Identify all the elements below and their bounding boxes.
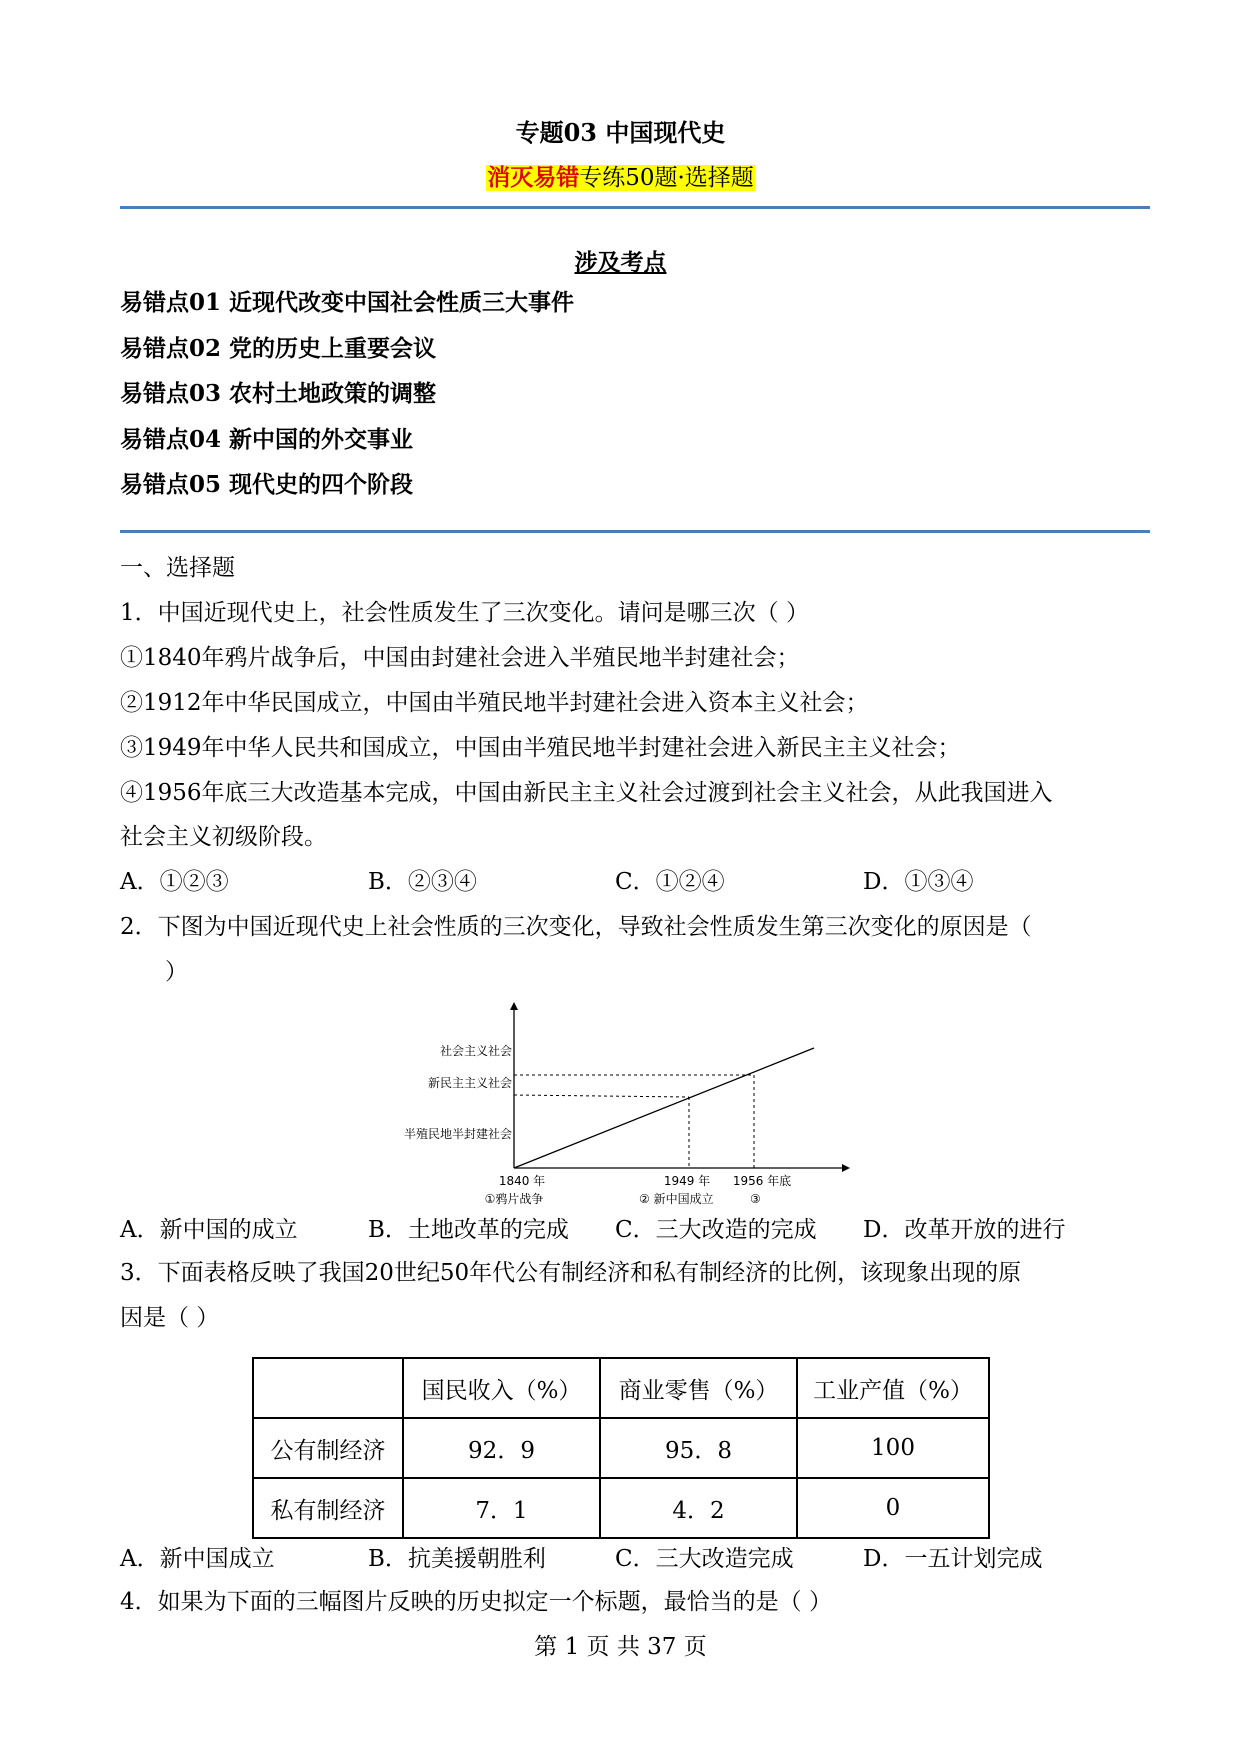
table-header-cell [253,1358,403,1418]
x-tick-label: 1949 年 [663,1174,711,1188]
q2-stem: 2．下图为中国近现代史上社会性质的三次变化，导致社会性质发生第三次变化的原因是（ [120,914,1032,940]
q4-stem: 4．如果为下面的三幅图片反映的历史拟定一个标题，最恰当的是（ ） [120,1589,832,1615]
y-category-label: 半殖民地半封建社会 [403,1127,512,1141]
subtitle-rest: 专练50题·选择题 [579,165,754,191]
table-cell: 私有制经济 [253,1478,403,1538]
table-cell: 95．8 [600,1418,797,1478]
q3-option-a: A．新中国成立 [120,1546,275,1572]
economy-table [252,1357,990,1539]
trend-line [514,1048,814,1168]
q2-stem-cont: ） [165,959,188,985]
q2-option-b: B．土地改革的完成 [368,1217,569,1243]
divider-bottom [120,530,1150,533]
q1-statement-4-cont: 社会主义初级阶段。 [120,824,327,850]
y-axis-arrow [510,1002,518,1010]
divider-top [120,206,1150,209]
q3-option-d: D．一五计划完成 [863,1546,1043,1572]
x-tick-label: 1956 年底 [732,1174,792,1188]
table-cell: 0 [797,1478,989,1538]
q1-statement-1: ①1840年鸦片战争后，中国由封建社会进入半殖民地半封建社会； [120,645,800,671]
doc-subtitle [0,163,1241,193]
y-category-label: 新民主主义社会 [427,1076,512,1090]
q1-option-a: A．①②③ [120,869,229,895]
x-axis-arrow [842,1164,850,1172]
kaodian-item: 易错点02 党的历史上重要会议 [120,335,437,362]
q1-option-d: D．①③④ [863,869,974,895]
table-cell: 4．2 [600,1478,797,1538]
q3-option-c: C．三大改造完成 [615,1546,794,1572]
q1-option-b: B．②③④ [368,869,477,895]
y-category-label: 社会主义社会 [439,1044,512,1058]
kaodian-item: 易错点05 现代史的四个阶段 [120,471,414,498]
x-note-label: ② 新中国成立 [639,1192,714,1205]
table-cell: 100 [797,1418,989,1478]
doc-title: 专题03 中国现代史 [515,118,726,147]
kaodian-item: 易错点04 新中国的外交事业 [120,426,414,453]
kaodian-item: 易错点01 近现代改变中国社会性质三大事件 [120,289,575,316]
table-header-cell: 商业零售（%） [600,1358,797,1418]
table-cell: 92．9 [403,1418,600,1478]
q1-statement-4: ④1956年底三大改造基本完成，中国由新民主主义社会过渡到社会主义社会，从此我国进入 [120,780,1053,806]
subtitle-highlight: 消灭易错 [487,164,580,191]
q3-option-b: B．抗美援朝胜利 [368,1546,546,1572]
q3-stem-cont: 因是（ ） [120,1305,220,1331]
society-change-chart [380,1000,860,1205]
q2-option-c: C．三大改造的完成 [615,1217,817,1243]
q2-option-d: D．改革开放的进行 [863,1217,1066,1243]
table-cell: 公有制经济 [253,1418,403,1478]
table-cell: 7．1 [403,1478,600,1538]
x-tick-label: 1840 年 [498,1174,546,1188]
table-header-cell: 国民收入（%） [403,1358,600,1418]
q2-option-a: A．新中国的成立 [120,1217,298,1243]
x-note-label: ③ [750,1192,761,1205]
q1-statement-3: ③1949年中华人民共和国成立，中国由半殖民地半封建社会进入新民主主义社会； [120,735,961,761]
table-row [253,1418,989,1478]
q1-stem: 1．中国近现代史上，社会性质发生了三次变化。请问是哪三次（ ） [120,600,809,626]
q1-statement-2: ②1912年中华民国成立，中国由半殖民地半封建社会进入资本主义社会； [120,690,869,716]
x-note-label: ①鸦片战争 [484,1192,544,1205]
table-row [253,1478,989,1538]
section-title: 一、选择题 [120,555,235,581]
table-header-row [253,1358,989,1418]
guide-line-newdemocracy [514,1095,689,1097]
kaodian-heading: 涉及考点 [574,249,667,276]
page-footer: 第 1 页 共 37 页 [534,1634,707,1660]
q1-option-c: C．①②④ [615,869,725,895]
q3-stem: 3．下面表格反映了我国20世纪50年代公有制经济和私有制经济的比例，该现象出现的原 [120,1260,1022,1286]
kaodian-item: 易错点03 农村土地政策的调整 [120,380,437,407]
table-header-cell: 工业产值（%） [797,1358,989,1418]
